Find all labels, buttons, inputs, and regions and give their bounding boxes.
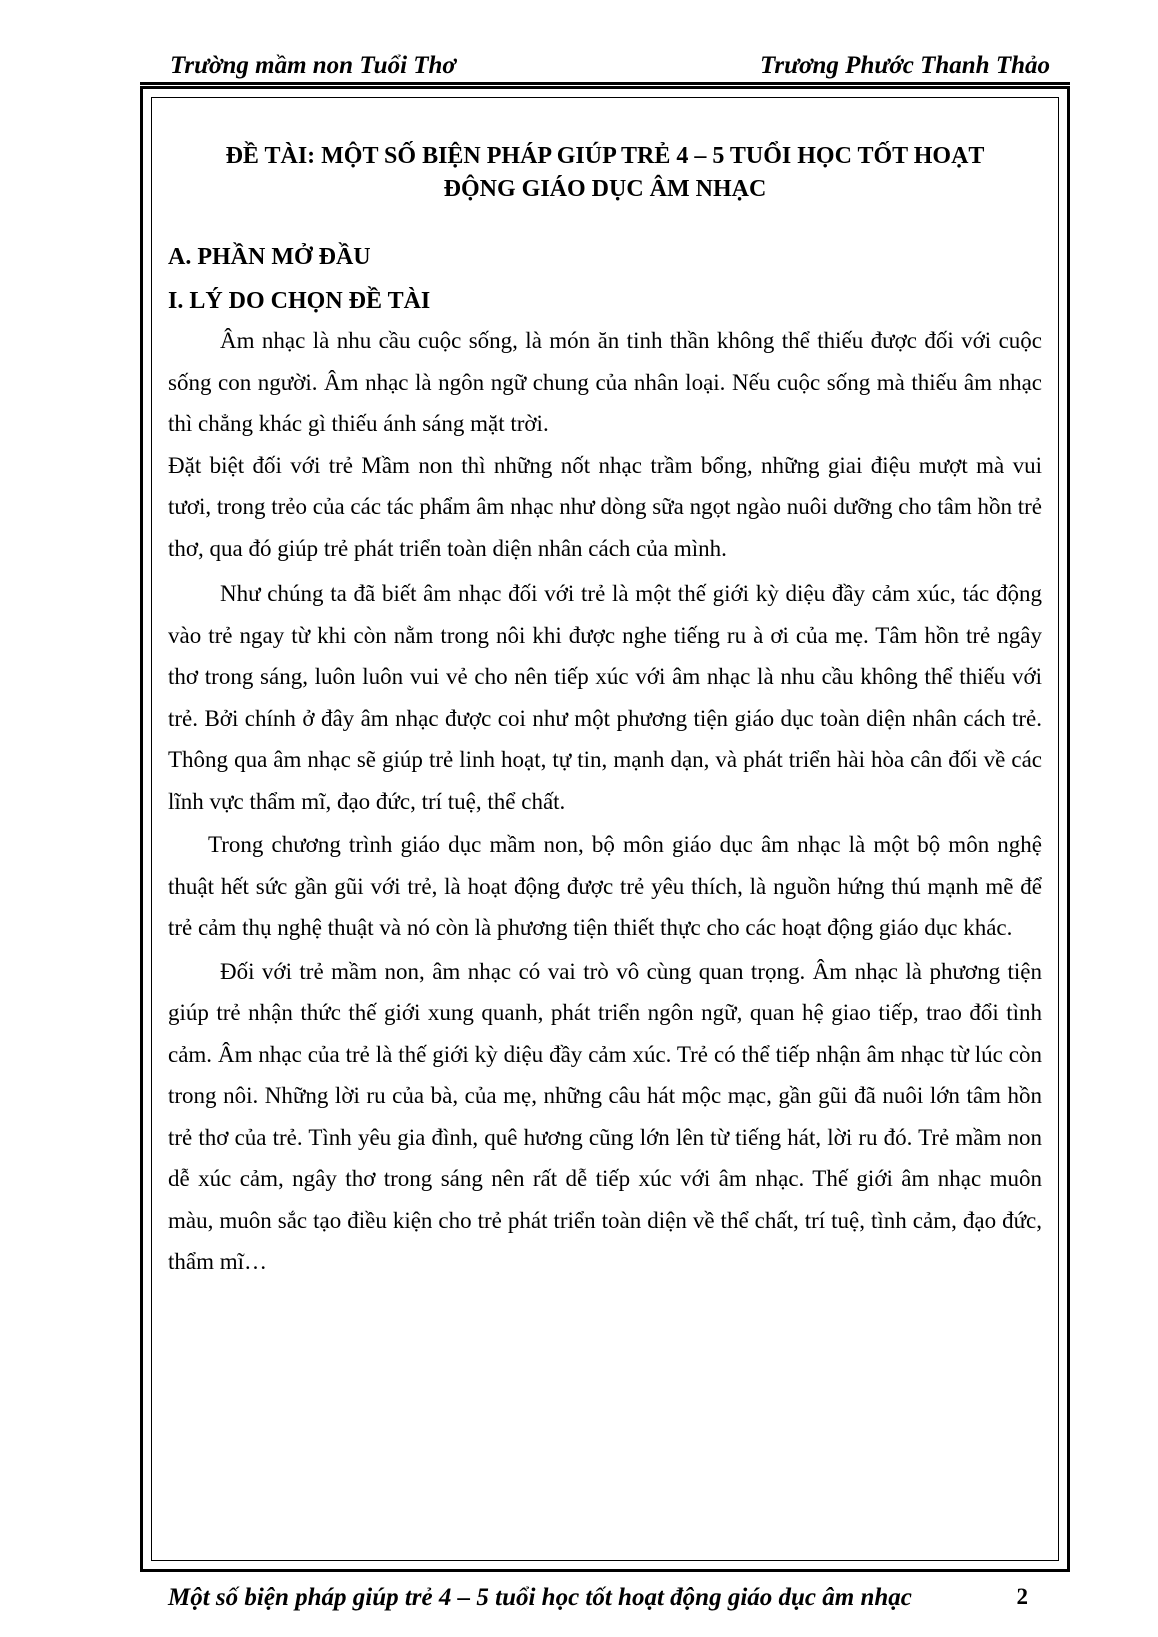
title-line-1: ĐỀ TÀI: MỘT SỐ BIỆN PHÁP GIÚP TRẺ 4 – 5 TUỔI HỌC TỐT HOẠT [225, 143, 985, 169]
document-title [168, 140, 1042, 206]
paragraph-4: Trong chương trình giáo dục mầm non, bộ môn giáo dục âm nhạc là một bộ môn nghệ thuật hết sức gần gũi với trẻ, là hoạt động được trẻ yêu thích, là nguồn hứng thú mạnh mẽ để trẻ cảm thụ nghệ thuật và nó còn là phương tiện thiết thực cho các hoạt động giáo dục khác. [168, 832, 1042, 940]
paragraph-2: Đặt biệt đối với trẻ Mầm non thì những nốt nhạc trầm bổng, những giai điệu mượt mà vui tươi, trong trẻo của các tác phẩm âm nhạc như dòng sữa ngọt ngào nuôi dưỡng cho tâm hồn trẻ thơ, qua đó giúp trẻ phát triển toàn diện nhân cách của mình. [168, 452, 1042, 561]
paragraph-3: Như chúng ta đã biết âm nhạc đối với trẻ là một thế giới kỳ diệu đầy cảm xúc, tác động vào trẻ ngay từ khi còn nằm trong nôi khi được nghe tiếng ru à ơi của mẹ. Tâm hồn trẻ ngây thơ trong sáng, luôn luôn vui vẻ cho nên tiếp xúc với âm nhạc là nhu cầu không thể thiếu với trẻ. Bởi chính ở đây âm nhạc được coi như một phương tiện giáo dục toàn diện nhân cách trẻ. Thông qua âm nhạc sẽ giúp trẻ linh hoạt, tự tin, mạnh dạn, và phát triển hài hòa cân đối về các lĩnh vực thẩm mĩ, đạo đức, trí tuệ, thể chất. [168, 581, 1042, 814]
section-heading-reason: I. LÝ DO CHỌN ĐỀ TÀI [168, 288, 431, 314]
header-divider [140, 82, 1070, 85]
title-line-2: ĐỘNG GIÁO DỤC ÂM NHẠC [443, 176, 767, 202]
page-header [170, 52, 1050, 86]
header-school: Trường mầm non Tuổi Thơ [170, 52, 456, 79]
page-footer [168, 1584, 1028, 1612]
paragraph-5: Đối với trẻ mầm non, âm nhạc có vai trò vô cùng quan trọng. Âm nhạc là phương tiện giúp trẻ nhận thức thế giới xung quanh, phát triển ngôn ngữ, quan hệ giao tiếp, trao đổi tình cảm. Âm nhạc của trẻ là thế giới kỳ diệu đầy cảm xúc. Trẻ có thể tiếp nhận âm nhạc từ lúc còn trong nôi. Những lời ru của bà, của mẹ, những câu hát mộc mạc, gần gũi đã nuôi lớn tâm hồn trẻ thơ của trẻ. Tình yêu gia đình, quê hương cũng lớn lên từ tiếng hát, lời ru đó. Trẻ mầm non dễ xúc cảm, ngây thơ trong sáng nên rất dễ tiếp xúc với âm nhạc. Thế giới âm nhạc muôn màu, muôn sắc tạo điều kiện cho trẻ phát triển toàn diện về thể chất, trí tuệ, tình cảm, đạo đức, thẩm mĩ… [168, 958, 1042, 1274]
paragraph-1: Âm nhạc là nhu cầu cuộc sống, là món ăn tinh thần không thể thiếu được đối với cuộc sống con người. Âm nhạc là ngôn ngữ chung của nhân loại. Nếu cuộc sống mà thiếu âm nhạc thì chẳng khác gì thiếu ánh sáng mặt trời. [168, 328, 1042, 436]
section-heading-part-a: A. PHẦN MỞ ĐẦU [168, 244, 371, 270]
footer-title: Một số biện pháp giúp trẻ 4 – 5 tuổi học tốt hoạt động giáo dục âm nhạc [168, 1584, 912, 1611]
page-number: 2 [1016, 1584, 1028, 1609]
header-author: Trương Phước Thanh Thảo [760, 52, 1050, 79]
document-body [168, 140, 1042, 1283]
